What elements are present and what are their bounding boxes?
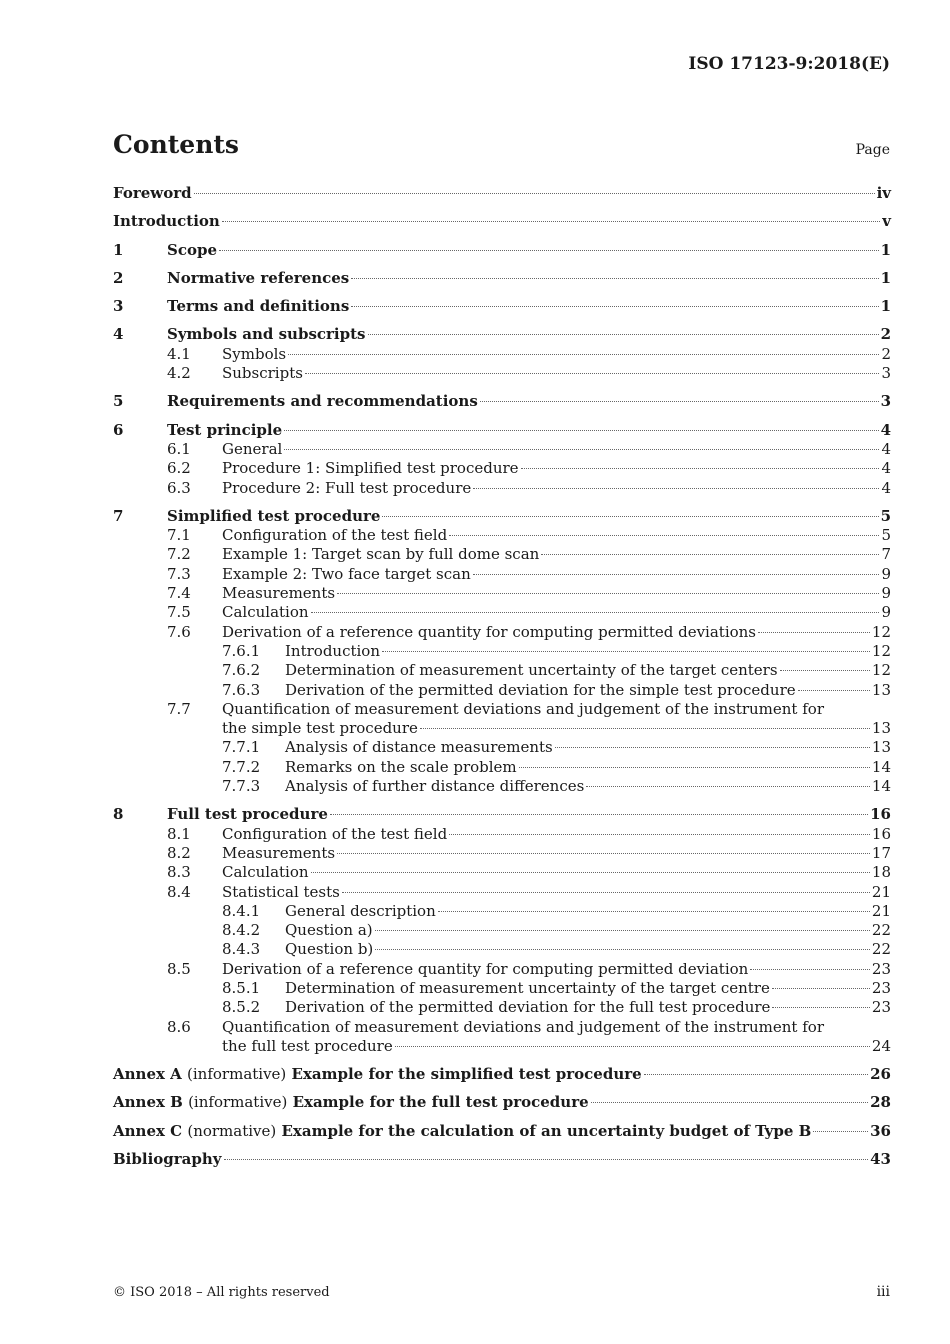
- leader-dots: [311, 872, 870, 873]
- toc-number: 3: [113, 297, 124, 316]
- toc-label: Scope: [167, 240, 218, 259]
- toc-page: 4: [880, 420, 891, 439]
- toc-label: Procedure 1: Simplified test procedure: [222, 459, 519, 478]
- toc-label: Procedure 2: Full test procedure: [222, 478, 472, 497]
- toc-number: 7.7.1: [222, 738, 261, 757]
- leader-dots: [750, 969, 870, 970]
- table-of-contents: [113, 184, 891, 1169]
- toc-entry-5[interactable]: [113, 392, 891, 411]
- leader-dots: [420, 728, 870, 729]
- leader-dots: [798, 690, 870, 691]
- toc-number: 8.6: [167, 1017, 191, 1036]
- toc-number: 8.4.3: [222, 940, 261, 959]
- document-id: ISO 17123-9:2018(E): [688, 54, 890, 74]
- toc-page: 22: [871, 921, 891, 940]
- toc-number: 7.4: [167, 584, 191, 603]
- toc-entry-7-6-2[interactable]: [113, 661, 891, 680]
- leader-dots: [772, 1007, 869, 1008]
- toc-entry-7-6-3[interactable]: [113, 681, 891, 700]
- toc-number: 6.3: [167, 478, 191, 497]
- leader-dots: [368, 334, 879, 335]
- toc-number: 7.6.1: [222, 641, 261, 660]
- toc-number: 4: [113, 325, 124, 344]
- toc-page: 3: [880, 392, 891, 411]
- toc-page: 2: [881, 344, 891, 363]
- toc-label: Derivation of a reference quantity for computing permitted deviations: [222, 622, 757, 641]
- toc-page: 23: [871, 959, 891, 978]
- toc-label: Configuration of the test field: [222, 824, 448, 843]
- toc-label: Calculation: [222, 863, 309, 882]
- toc-label-line2: the full test procedure: [222, 1036, 393, 1055]
- toc-label-line1: Quantification of measurement deviations and judgement of the instrument for: [222, 699, 824, 718]
- toc-label-line2: the simple test procedure: [222, 719, 418, 738]
- toc-entry-8-6[interactable]: [113, 1018, 891, 1057]
- toc-number: 7.2: [167, 545, 191, 564]
- toc-number: 7.6: [167, 622, 191, 641]
- toc-label-wrap: [222, 1018, 891, 1057]
- toc-number: 8: [113, 805, 124, 824]
- toc-entry-8-5-1[interactable]: [113, 979, 891, 998]
- toc-page: 3: [881, 364, 891, 383]
- leader-dots: [473, 488, 879, 489]
- toc-entry-6-1[interactable]: [113, 440, 891, 459]
- leader-dots: [288, 354, 879, 355]
- toc-page: 1: [880, 268, 891, 287]
- toc-number: 8.5.1: [222, 978, 261, 997]
- toc-page: 21: [871, 882, 891, 901]
- leader-dots: [758, 632, 870, 633]
- toc-page: 5: [881, 526, 891, 545]
- toc-number: 1: [113, 240, 124, 259]
- toc-page: 4: [881, 459, 891, 478]
- annex-label: Example for the full test procedure: [292, 1093, 589, 1112]
- toc-entry-7-5[interactable]: [113, 603, 891, 622]
- toc-number: 7.7: [167, 699, 191, 718]
- toc-entry-8-4-3[interactable]: [113, 940, 891, 959]
- toc-entry-8-5[interactable]: [113, 960, 891, 979]
- toc-page: 36: [870, 1121, 891, 1140]
- toc-label: Analysis of distance measurements: [285, 738, 553, 757]
- toc-label: Statistical tests: [222, 882, 340, 901]
- toc-page: 13: [871, 738, 891, 757]
- toc-entry-4-1[interactable]: [113, 345, 891, 364]
- toc-number: 8.2: [167, 843, 191, 862]
- toc-entry-introduction[interactable]: [113, 212, 891, 231]
- toc-annex-title: [113, 1122, 811, 1141]
- leader-dots: [780, 670, 870, 671]
- toc-number: 8.3: [167, 863, 191, 882]
- toc-number: 7: [113, 506, 124, 525]
- toc-number: 6.1: [167, 439, 191, 458]
- toc-label: General description: [285, 901, 436, 920]
- toc-label: Determination of measurement uncertainty of the target centers: [285, 661, 778, 680]
- leader-dots: [284, 430, 878, 431]
- toc-entry-7-2[interactable]: [113, 545, 891, 564]
- toc-entry-8-2[interactable]: [113, 844, 891, 863]
- toc-page: 23: [871, 998, 891, 1017]
- annex-kind: (informative): [187, 1065, 287, 1084]
- toc-number: 8.4.1: [222, 901, 261, 920]
- toc-label-row2: [222, 1037, 891, 1056]
- copyright-notice: © ISO 2018 – All rights reserved: [113, 1285, 330, 1300]
- toc-number: 7.7.2: [222, 757, 261, 776]
- toc-page: 2: [880, 325, 891, 344]
- toc-page: 21: [871, 901, 891, 920]
- toc-entry-4-2[interactable]: [113, 364, 891, 383]
- toc-entry-7-7[interactable]: [113, 700, 891, 739]
- toc-page: 23: [871, 978, 891, 997]
- annex-prefix: Annex A: [113, 1065, 182, 1084]
- toc-label: General: [222, 439, 283, 458]
- leader-dots: [591, 1102, 868, 1103]
- leader-dots: [395, 1046, 870, 1047]
- toc-label: Foreword: [113, 184, 192, 202]
- leader-dots: [337, 853, 870, 854]
- toc-label: Configuration of the test field: [222, 526, 448, 545]
- toc-label: Test principle: [167, 420, 283, 439]
- toc-label: Determination of measurement uncertainty of the target centre: [285, 978, 770, 997]
- toc-label: Derivation of a reference quantity for computing permitted deviation: [222, 959, 749, 978]
- leader-dots: [284, 449, 879, 450]
- toc-label: Full test procedure: [167, 805, 328, 824]
- leader-dots: [194, 193, 875, 194]
- toc-entry-foreword[interactable]: [113, 184, 891, 203]
- toc-number: 7.1: [167, 526, 191, 545]
- toc-entry-1[interactable]: [113, 241, 891, 260]
- toc-number: 8.5.2: [222, 998, 261, 1017]
- toc-page: 22: [871, 940, 891, 959]
- leader-dots: [219, 250, 879, 251]
- toc-entry-7-3[interactable]: [113, 565, 891, 584]
- toc-page: 24: [871, 1036, 891, 1055]
- toc-entry-4[interactable]: [113, 325, 891, 344]
- toc-entry-7-7-2[interactable]: [113, 758, 891, 777]
- toc-entry-3[interactable]: [113, 297, 891, 316]
- toc-page: 9: [881, 603, 891, 622]
- leader-dots: [555, 747, 870, 748]
- leader-dots: [449, 535, 879, 536]
- toc-page: 13: [871, 719, 891, 738]
- toc-page: 4: [881, 478, 891, 497]
- toc-entry-7-1[interactable]: [113, 526, 891, 545]
- toc-label: Normative references: [167, 268, 350, 287]
- toc-page: 12: [871, 641, 891, 660]
- toc-number: 4.1: [167, 344, 191, 363]
- toc-label: Question a): [285, 921, 373, 940]
- toc-number: 7.6.3: [222, 680, 261, 699]
- leader-dots: [382, 516, 878, 517]
- leader-dots: [337, 593, 879, 594]
- toc-number: 7.7.3: [222, 777, 261, 796]
- toc-number: 7.3: [167, 564, 191, 583]
- leader-dots: [586, 786, 870, 787]
- toc-label: Derivation of the permitted deviation for the simple test procedure: [285, 680, 796, 699]
- toc-label-row2: [222, 719, 891, 738]
- toc-entry-8-5-2[interactable]: [113, 998, 891, 1017]
- toc-label: Question b): [285, 940, 374, 959]
- toc-entry-8-3[interactable]: [113, 863, 891, 882]
- toc-entry-8-4-2[interactable]: [113, 921, 891, 940]
- leader-dots: [449, 834, 870, 835]
- leader-dots: [342, 892, 870, 893]
- toc-label-wrap: [222, 700, 891, 739]
- toc-label: Terms and definitions: [167, 297, 350, 316]
- toc-page: 13: [871, 680, 891, 699]
- toc-number: 7.5: [167, 603, 191, 622]
- leader-dots: [351, 306, 878, 307]
- toc-page: 12: [871, 661, 891, 680]
- toc-entry-8-4[interactable]: [113, 883, 891, 902]
- toc-entry-6-2[interactable]: [113, 459, 891, 478]
- toc-label: Measurements: [222, 843, 336, 862]
- toc-entry-6-3[interactable]: [113, 479, 891, 498]
- toc-entry-7-7-1[interactable]: [113, 738, 891, 757]
- leader-dots: [311, 612, 880, 613]
- leader-dots: [305, 373, 880, 374]
- leader-dots: [813, 1131, 868, 1132]
- annex-kind: (normative): [187, 1121, 277, 1140]
- page-number: iii: [876, 1284, 890, 1300]
- toc-label: Symbols and subscripts: [167, 325, 366, 344]
- toc-label: Derivation of the permitted deviation for the full test procedure: [285, 998, 771, 1017]
- toc-label: Subscripts: [222, 364, 303, 383]
- annex-prefix: Annex B: [113, 1093, 183, 1112]
- toc-page: 16: [871, 824, 891, 843]
- leader-dots: [473, 574, 880, 575]
- annex-label: Example for the calculation of an uncertainty budget of Type B: [281, 1121, 812, 1140]
- toc-page: 12: [871, 622, 891, 641]
- toc-label: Introduction: [113, 212, 220, 231]
- toc-entry-7-4[interactable]: [113, 584, 891, 603]
- leader-dots: [375, 930, 870, 931]
- toc-label: Measurements: [222, 584, 336, 603]
- toc-number: 8.5: [167, 959, 191, 978]
- toc-number: 8.4: [167, 882, 191, 901]
- leader-dots: [330, 814, 868, 815]
- toc-page: 4: [881, 439, 891, 458]
- toc-label: Simplified test procedure: [167, 506, 381, 525]
- leader-dots: [375, 949, 870, 950]
- toc-label-line1: Quantification of measurement deviations and judgement of the instrument for: [222, 1017, 824, 1036]
- toc-label: Example 1: Target scan by full dome scan: [222, 545, 540, 564]
- toc-annex-title: [113, 1093, 589, 1112]
- toc-label: Introduction: [285, 641, 380, 660]
- toc-page: 43: [870, 1150, 891, 1169]
- toc-number: 8.1: [167, 824, 191, 843]
- toc-label: Calculation: [222, 603, 309, 622]
- toc-entry-8[interactable]: [113, 805, 891, 824]
- toc-page: 28: [870, 1093, 891, 1112]
- toc-entry-bibliography[interactable]: [113, 1150, 891, 1169]
- toc-label: Symbols: [222, 344, 287, 363]
- toc-entry-8-1[interactable]: [113, 825, 891, 844]
- toc-label: Bibliography: [113, 1150, 222, 1169]
- toc-number: 6.2: [167, 459, 191, 478]
- toc-page: 7: [881, 545, 891, 564]
- toc-entry-7[interactable]: [113, 507, 891, 526]
- toc-page: 26: [870, 1065, 891, 1084]
- leader-dots: [480, 401, 879, 402]
- toc-page: 14: [871, 757, 891, 776]
- toc-page: iv: [876, 184, 891, 202]
- leader-dots: [772, 988, 870, 989]
- toc-number: 8.4.2: [222, 921, 261, 940]
- toc-label: Analysis of further distance differences: [285, 777, 585, 796]
- toc-number: 4.2: [167, 364, 191, 383]
- page-column-header: Page: [855, 142, 890, 158]
- leader-dots: [382, 651, 870, 652]
- toc-label: Requirements and recommendations: [167, 392, 478, 411]
- toc-page: 5: [880, 506, 891, 525]
- toc-page: 1: [880, 297, 891, 316]
- toc-number: 7.6.2: [222, 661, 261, 680]
- toc-page: 9: [881, 564, 891, 583]
- leader-dots: [351, 278, 878, 279]
- toc-number: 5: [113, 392, 124, 411]
- toc-label: Example 2: Two face target scan: [222, 564, 471, 583]
- toc-label: Remarks on the scale problem: [285, 757, 517, 776]
- toc-page: 18: [871, 863, 891, 882]
- leader-dots: [521, 468, 880, 469]
- toc-entry-7-6-1[interactable]: [113, 642, 891, 661]
- toc-page: 17: [871, 843, 891, 862]
- toc-entry-annex-a[interactable]: [113, 1065, 891, 1084]
- toc-page: v: [882, 212, 891, 231]
- toc-entry-annex-c[interactable]: [113, 1122, 891, 1141]
- toc-page: 14: [871, 777, 891, 796]
- leader-dots: [224, 1159, 869, 1160]
- leader-dots: [438, 911, 870, 912]
- leader-dots: [644, 1074, 868, 1075]
- leader-dots: [519, 767, 870, 768]
- toc-entry-7-7-3[interactable]: [113, 777, 891, 796]
- toc-number: 6: [113, 420, 124, 439]
- toc-entry-6[interactable]: [113, 421, 891, 440]
- toc-page: 16: [870, 805, 891, 824]
- leader-dots: [541, 554, 879, 555]
- toc-number: 2: [113, 268, 124, 287]
- toc-entry-8-4-1[interactable]: [113, 902, 891, 921]
- annex-kind: (informative): [188, 1093, 288, 1112]
- toc-annex-title: [113, 1065, 642, 1084]
- annex-prefix: Annex C: [113, 1121, 183, 1140]
- toc-entry-7-6[interactable]: [113, 623, 891, 642]
- toc-page: 1: [880, 240, 891, 259]
- page-title: Contents: [113, 130, 240, 159]
- annex-label: Example for the simplified test procedure: [291, 1065, 642, 1084]
- toc-page: 9: [881, 584, 891, 603]
- leader-dots: [222, 221, 880, 222]
- toc-entry-2[interactable]: [113, 269, 891, 288]
- toc-entry-annex-b[interactable]: [113, 1093, 891, 1112]
